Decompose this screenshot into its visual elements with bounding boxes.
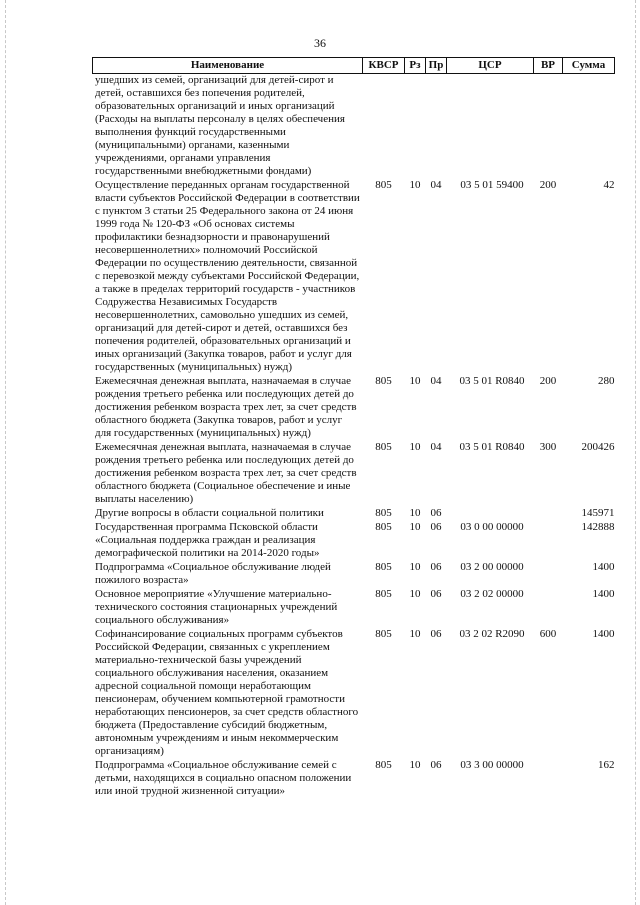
- row-rz: 10: [409, 179, 421, 191]
- row-sum: [563, 74, 615, 180]
- row-name: ушедших из семей, организаций для детей-сирот и детей, оставшихся без попечения родителей, образовательных организаций и иных организаций (Расходы на выплаты персоналу в целях обеспечения выполнения функций государственными (муниципальными) органами, казенными учреждениями, органами управления государственными внебюджетными фондами): [95, 74, 345, 177]
- row-kvsr: [363, 74, 405, 180]
- row-csr: 03 2 00 00000: [460, 561, 524, 573]
- row-kvsr: 805: [375, 521, 392, 533]
- row-vr: 600: [539, 628, 557, 640]
- page-edge-left: [5, 0, 6, 905]
- row-pr: 06: [430, 521, 442, 533]
- table-row: [93, 507, 615, 521]
- row-rz: 10: [409, 628, 421, 640]
- row-pr: 06: [430, 628, 442, 640]
- row-sum: 1400: [592, 588, 615, 600]
- row-rz: 10: [409, 521, 421, 533]
- row-sum: 200426: [581, 441, 615, 453]
- row-sum: 1400: [592, 628, 615, 640]
- row-vr: [534, 588, 563, 628]
- header-pr: Пр: [426, 58, 447, 74]
- row-pr: 06: [430, 507, 442, 519]
- row-pr: 04: [430, 441, 442, 453]
- row-rz: 10: [409, 375, 421, 387]
- header-rz: Рз: [405, 58, 426, 74]
- header-csr: ЦСР: [447, 58, 534, 74]
- row-csr: 03 0 00 00000: [460, 521, 524, 533]
- row-name: Подпрограмма «Социальное обслуживание людей пожилого возраста»: [95, 561, 331, 586]
- row-vr: [534, 507, 563, 521]
- row-pr: [426, 74, 447, 180]
- row-csr: 03 3 00 00000: [460, 759, 524, 771]
- budget-table: [92, 57, 615, 799]
- table-row: [93, 628, 615, 759]
- table-header: [93, 58, 615, 74]
- row-name: Ежемесячная денежная выплата, назначаемая в случае рождения третьего ребенка или последующих детей до достижения ребенком возраста трех лет, за счет средств областного бюджета (Социальное обеспечение и иные выплаты населению): [95, 441, 357, 505]
- row-csr: 03 5 01 59400: [460, 179, 524, 191]
- row-rz: 10: [409, 507, 421, 519]
- row-vr: [534, 759, 563, 799]
- row-name: Подпрограмма «Социальное обслуживание семей с детьми, находящихся в социально опасном положении или иной трудной жизненной ситуации»: [95, 759, 352, 797]
- row-sum: 1400: [592, 561, 615, 573]
- row-kvsr: 805: [375, 588, 392, 600]
- page-number: 36: [314, 36, 326, 50]
- row-csr: [447, 74, 534, 180]
- row-kvsr: 805: [375, 561, 392, 573]
- table-row: [93, 521, 615, 561]
- row-sum: 142888: [581, 521, 615, 533]
- row-kvsr: 805: [375, 441, 392, 453]
- page-edge-right: [635, 0, 636, 905]
- row-sum: 280: [598, 375, 615, 387]
- row-kvsr: 805: [375, 759, 392, 771]
- row-csr: 03 5 01 R0840: [459, 441, 525, 453]
- row-sum: 42: [603, 179, 615, 191]
- row-rz: 10: [409, 759, 421, 771]
- row-pr: 04: [430, 375, 442, 387]
- row-vr: [534, 561, 563, 588]
- row-name: Осуществление переданных органам государственной власти субъектов Российской Федерации в соответствии с пунктом 3 статьи 25 Федерального закона от 24 июня 1999 года № 120-ФЗ «Об основах системы профилактики безнадзорности и правонарушений несовершеннолетних» полномочий Российской Федерации по осуществлению деятельности, связанной с перевозкой между субъектами Российской Федерации, а также в пределах территорий государств - участников Содружества Независимых Государств несовершеннолетних, самовольно ушедших из семей, организаций для детей-сирот и детей, оставшихся без попечения родителей, образовательных организаций и иных организаций (Закупка товаров, работ и услуг для государственных (муниципальных) нужд): [95, 179, 360, 373]
- row-rz: [405, 74, 426, 180]
- row-pr: 06: [430, 759, 442, 771]
- row-kvsr: 805: [375, 179, 392, 191]
- table-body: [93, 74, 615, 800]
- row-sum: 162: [598, 759, 615, 771]
- row-vr: 300: [539, 441, 557, 453]
- row-csr: 03 2 02 00000: [460, 588, 524, 600]
- row-pr: 06: [430, 588, 442, 600]
- row-pr: 06: [430, 561, 442, 573]
- table-row: [93, 561, 615, 588]
- row-rz: 10: [409, 588, 421, 600]
- row-name: Основное мероприятие «Улучшение материально-технического состояния стационарных учреждений социального обслуживания»: [95, 588, 338, 626]
- row-kvsr: 805: [375, 375, 392, 387]
- header-name: Наименование: [93, 58, 363, 74]
- row-kvsr: 805: [375, 507, 392, 519]
- row-name: Другие вопросы в области социальной политики: [95, 507, 324, 519]
- row-vr: [534, 521, 563, 561]
- table-row: [93, 588, 615, 628]
- row-name: Ежемесячная денежная выплата, назначаемая в случае рождения третьего ребенка или последующих детей до достижения ребенком возраста трех лет, за счет средств областного бюджета (Закупка товаров, работ и услуг для государственных (муниципальных) нужд): [95, 375, 357, 439]
- row-vr: 200: [539, 375, 557, 387]
- header-kvsr: КВСР: [363, 58, 405, 74]
- row-rz: 10: [409, 561, 421, 573]
- row-csr: 03 2 02 R2090: [459, 628, 525, 640]
- table-row: [93, 759, 615, 799]
- header-vr: ВР: [534, 58, 563, 74]
- header-sum: Сумма: [563, 58, 615, 74]
- row-csr: 03 5 01 R0840: [459, 375, 525, 387]
- table-row: [93, 179, 615, 375]
- row-rz: 10: [409, 441, 421, 453]
- row-pr: 04: [430, 179, 442, 191]
- row-vr: 200: [539, 179, 557, 191]
- table-row: [93, 74, 615, 180]
- table-row: [93, 375, 615, 441]
- row-vr: [534, 74, 563, 180]
- row-name: Государственная программа Псковской области «Социальная поддержка граждан и реализация демографической политики на 2014-2020 годы»: [95, 521, 320, 559]
- table-row: [93, 441, 615, 507]
- row-sum: 145971: [581, 507, 615, 519]
- row-name: Софинансирование социальных программ субъектов Российской Федерации, связанных с укреплением материально-технической базы учреждений социального обслуживания населения, оказанием адресной социальной помощи неработающим пенсионерам, обучением компьютерной грамотности неработающих пенсионеров, за счет средств областного бюджета (Предоставление субсидий бюджетным, автономным учреждениям и иным некоммерческим организациям): [95, 628, 359, 757]
- row-kvsr: 805: [375, 628, 392, 640]
- row-csr: [447, 507, 534, 521]
